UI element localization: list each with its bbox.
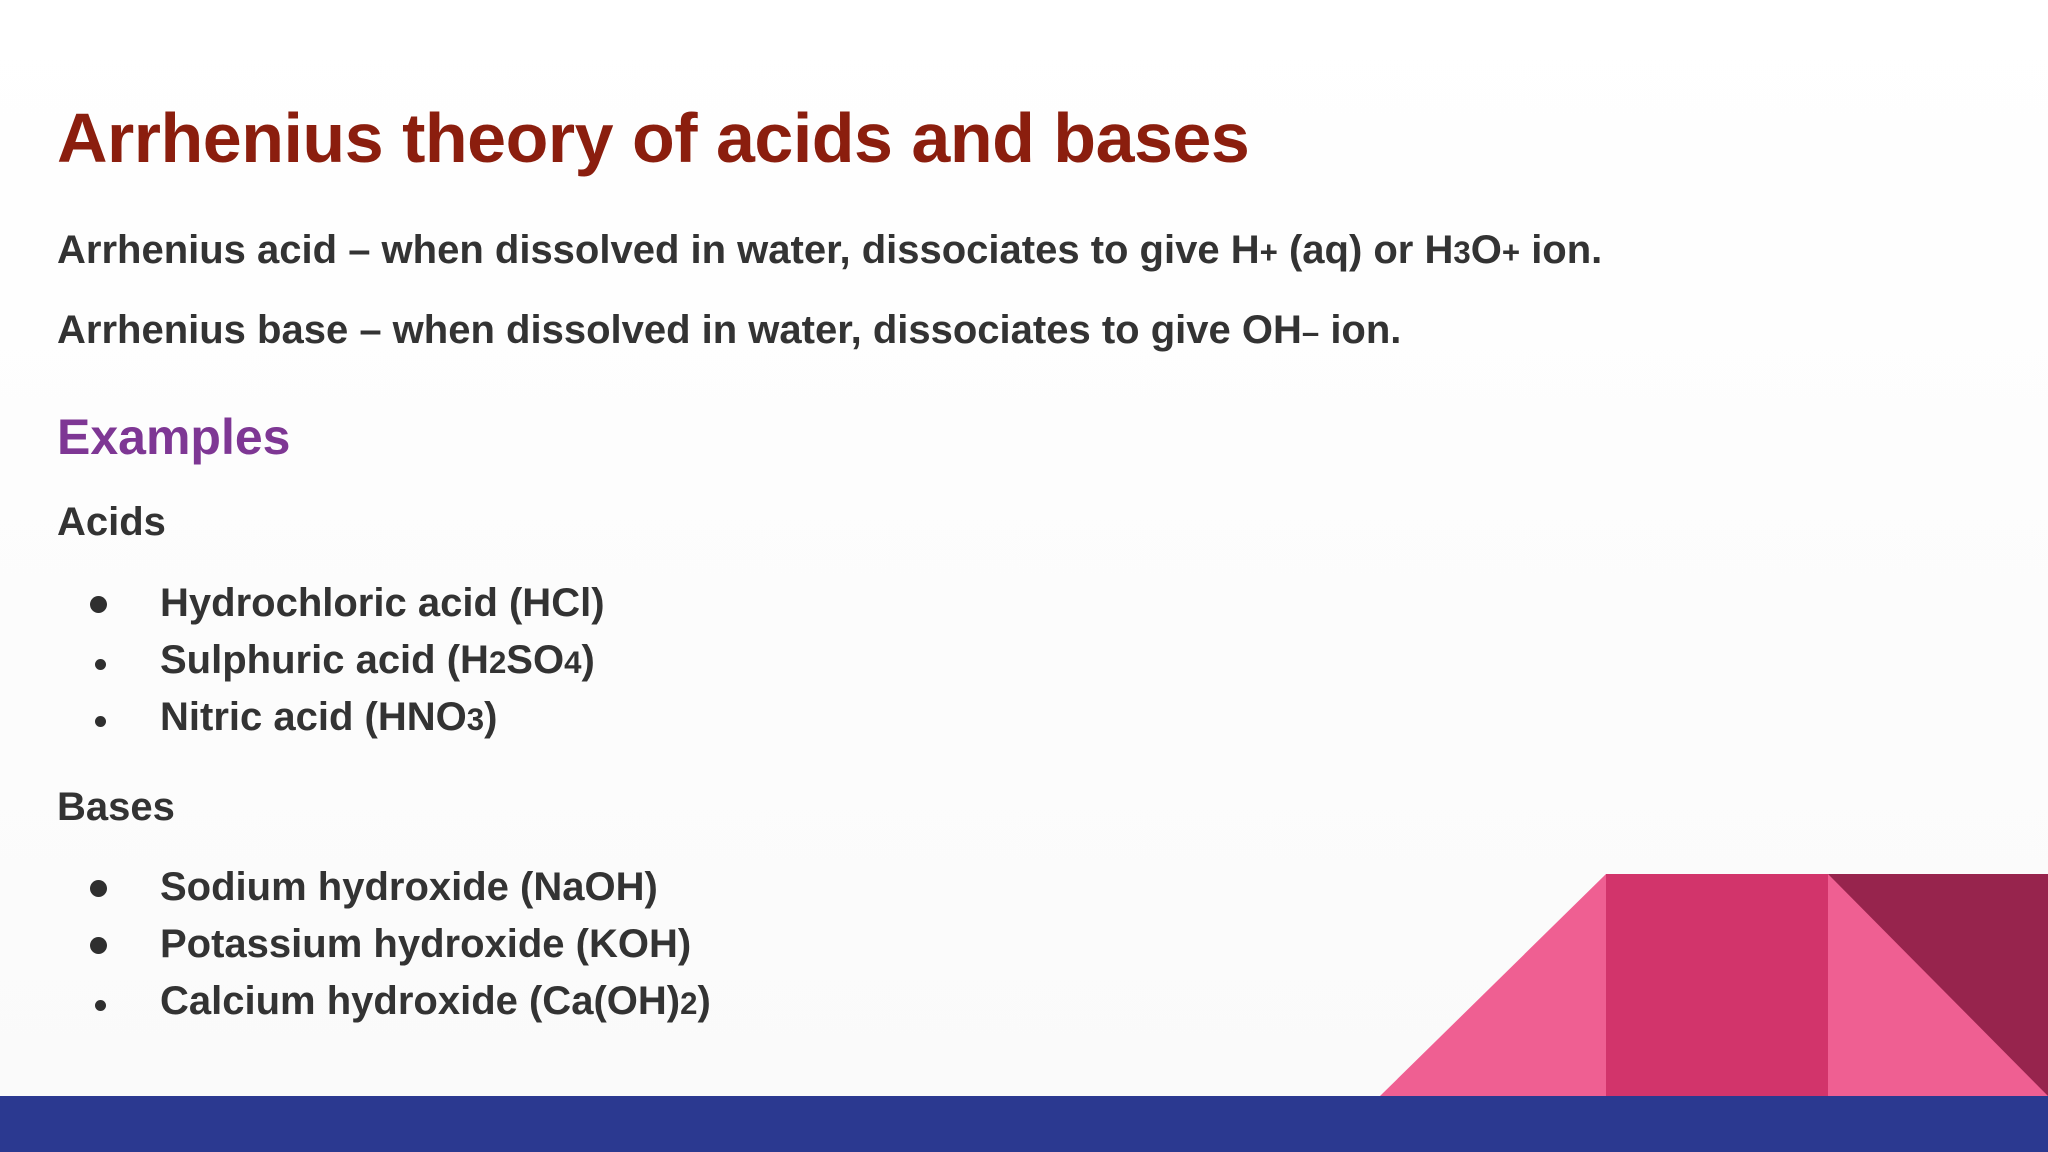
acid-def-mid: (aq) or H [1277,228,1454,272]
acid-def-suffix: ion. [1520,228,1603,272]
item-name: Sulphuric acid (H [160,638,489,682]
bullet-icon [95,716,106,727]
base-def-suffix: ion. [1319,308,1402,352]
acid-def-sub1: 3 [1453,235,1471,270]
examples-heading: Examples [57,409,291,465]
acid-definition [57,228,1602,273]
item-end: ) [581,638,595,682]
item-name: Sodium hydroxide (NaOH) [160,865,658,909]
base-def-sup1: – [1301,315,1320,350]
bottom-bar [0,1096,2048,1152]
base-item-naoh [160,862,658,912]
item-end: ) [484,695,498,739]
bullet-icon [90,596,107,613]
bullet-icon [90,937,107,954]
acid-item-h2so4 [160,635,595,688]
item-name: Potassium hydroxide (KOH) [160,922,692,966]
slide-title: Arrhenius theory of acids and bases [57,99,1250,177]
deco-light-triangle-left [1380,874,1606,1096]
acid-item-hno3 [160,692,497,745]
item-name: Hydrochloric acid (HCl) [160,581,605,625]
acid-def-sup2: + [1501,235,1521,270]
item-end: ) [697,979,711,1023]
item-sub1: 2 [680,986,698,1021]
acid-def-mid2: O [1470,228,1502,272]
acid-def-prefix: Arrhenius acid – when dissolved in water, dissociates to give H [57,228,1260,272]
deco-pink-block [1606,874,1828,1096]
bases-label: Bases [57,785,175,829]
item-sub1: 2 [488,645,507,680]
item-sub1: 3 [466,702,485,737]
bullet-icon [95,659,106,670]
item-name: Nitric acid (HNO [160,695,467,739]
acid-item-hcl [160,578,605,628]
base-item-caoh2 [160,976,711,1029]
acids-label: Acids [57,500,166,544]
acid-def-sup1: + [1259,235,1278,270]
corner-decoration [1380,874,2048,1096]
item-mid: SO [506,638,565,682]
bullet-icon [90,880,107,897]
base-def-prefix: Arrhenius base – when dissolved in water, dissociates to give OH [57,308,1302,352]
bullet-icon [95,1000,106,1011]
item-name: Calcium hydroxide (Ca(OH) [160,979,681,1023]
item-sub2: 4 [564,645,582,680]
base-definition [57,308,1401,353]
base-item-koh [160,919,691,969]
